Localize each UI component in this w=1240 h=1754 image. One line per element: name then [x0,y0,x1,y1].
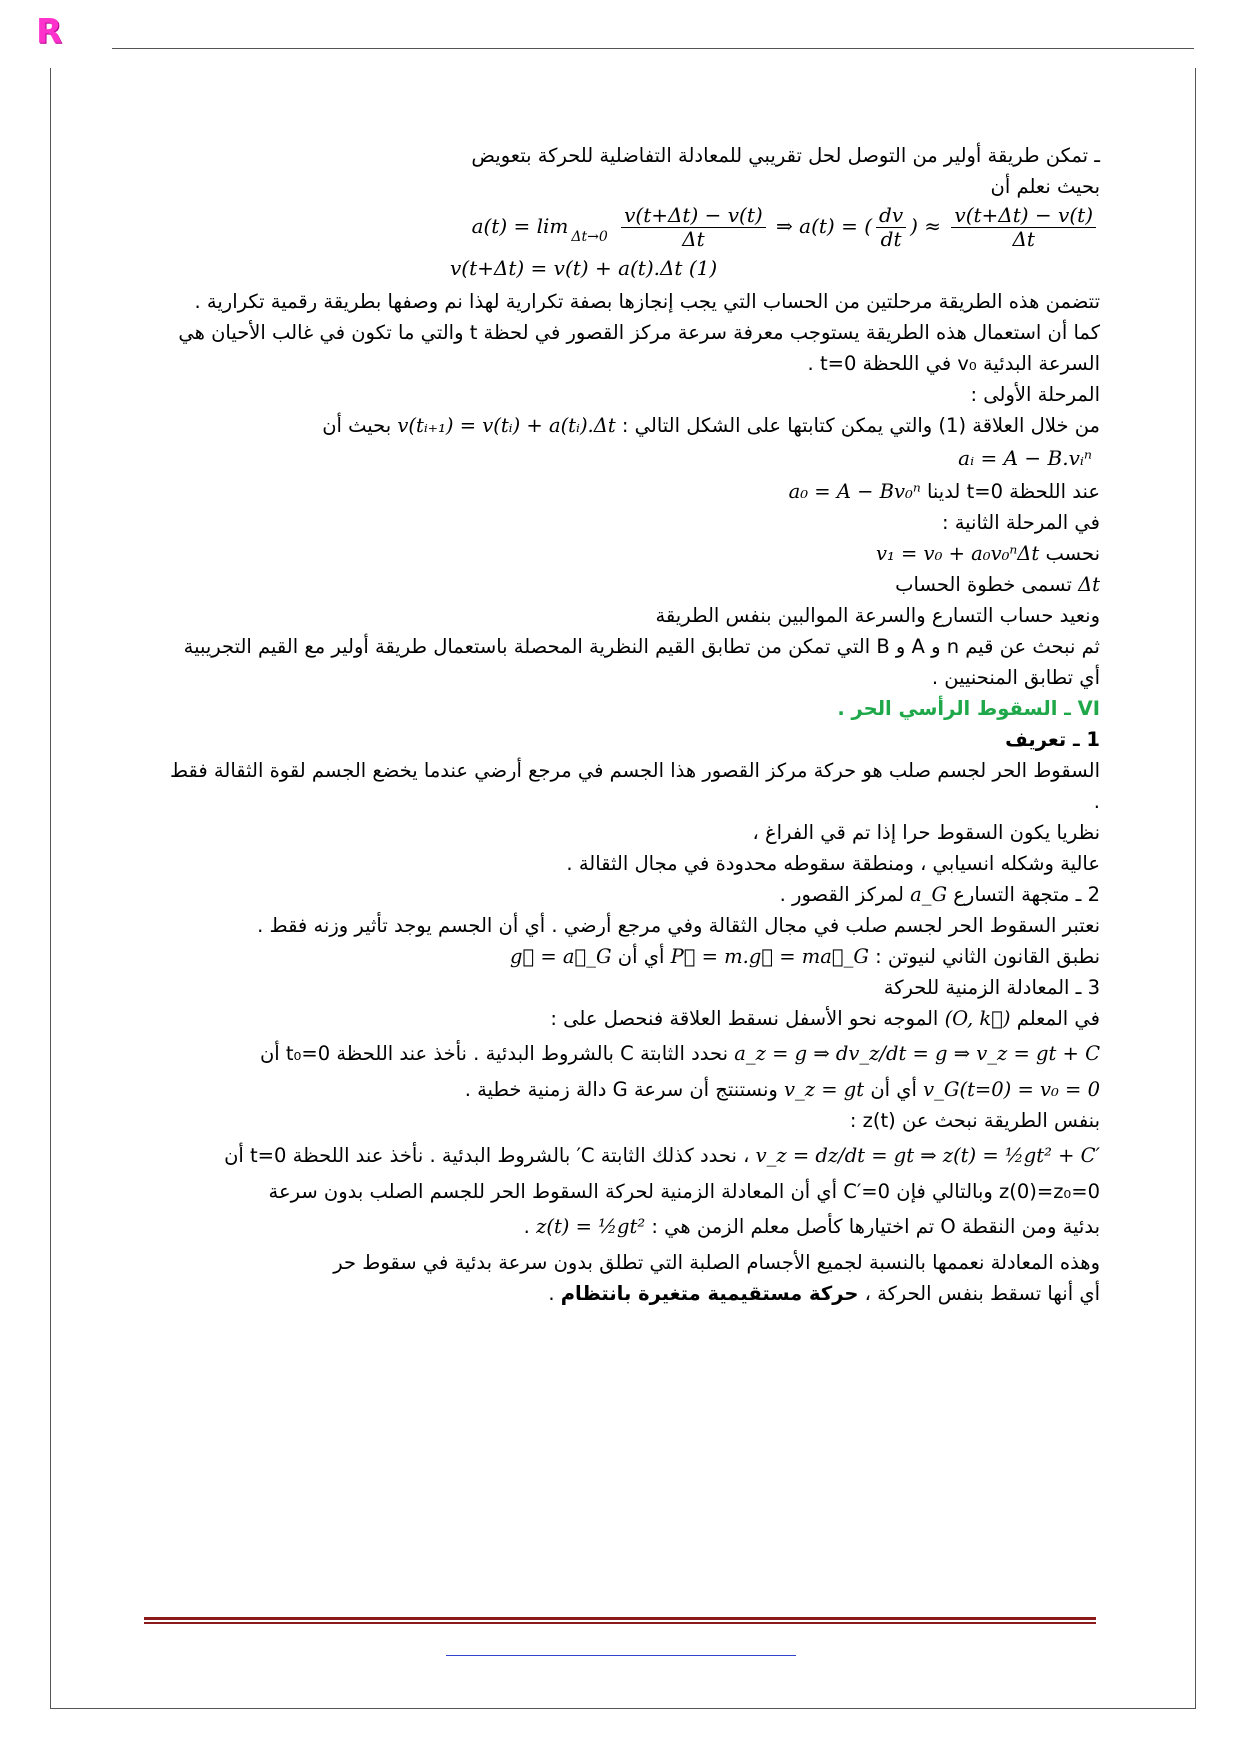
equation-2: v(t+Δt) = v(t) + a(t).Δt (1) [450,256,718,280]
equation: g⃗ = a⃗_G [510,945,612,968]
equation: v_z = dz/dt = gt ⇒ z(t) = ½gt² + C′ [755,1144,1100,1167]
paragraph: بنفس الطريقة نبحث عن z(t) : [849,1109,1100,1132]
subsection-heading: 1 ـ تعريف [1005,728,1100,751]
equation-1: a(t) = lim Δt→0 $\frac{v(t+\Delta t) - v(t)}{\Delta t}$ ⇒ a(t) = ( $\frac{dv}{dt}$ ) ≈ $\frac{v(t+\Delta t) - v(t)}{\Delta t}$ [170,204,1100,251]
equation: z(t) = ½gt² [536,1215,646,1238]
text: نحسب [1045,542,1100,565]
paragraph [170,1074,1100,1105]
paragraph [170,879,1100,910]
paragraph: السقوط الحر لجسم صلب هو حركة مركز القصور هذا الجسم في مرجع أرضي عندما يخضع الجسم لقوة الثقالة فقط . [170,759,1100,813]
text: نحدد الثابتة C بالشروط البدئية . نأخذ عند اللحظة t₀=0 أن [259,1042,729,1065]
equation: v_G(t=0) = v₀ = 0 [923,1078,1100,1101]
text: 2 ـ متجهة التسارع [953,883,1100,906]
equation: Δt [1078,573,1100,596]
text: ، نحدد كذلك الثابتة C′ بالشروط البدئية . نأخذ عند اللحظة t=0 أن [224,1144,750,1167]
paragraph: ثم نبحث عن قيم n و A و B التي تمكن من تطابق القيم النظرية المحصلة باستعمال طريقة أولير مع القيم التجريبية أي تطابق المنحنيين . [183,635,1100,689]
header-rule [112,48,1194,49]
equation: a_G [910,883,948,906]
paragraph: z(0)=z₀=0 وبالتالي فإن C′=0 أي أن المعادلة الزمنية لحركة السقوط الحر للجسم الصلب بدون سرعة [268,1180,1100,1203]
text: أي أن [870,1078,917,1101]
equation: v₁ = v₀ + a₀v₀ⁿΔt [875,542,1040,565]
emphasis: حركة مستقيمية متغيرة بانتظام [560,1282,859,1305]
paragraph [170,410,1100,441]
text: بدئية ومن النقطة O تم اختيارها كأصل معلم الزمن هي : [651,1215,1100,1238]
section-heading: VI ـ السقوط الرأسي الحر . [837,697,1100,720]
equation: (O, k⃗) [944,1007,1011,1030]
paragraph [170,538,1100,569]
text: أي أنها تسقط بنفس الحركة ، [864,1282,1100,1305]
equation: v(tᵢ₊₁) = v(tᵢ) + a(tᵢ).Δt [397,414,616,437]
text: نطبق القانون الثاني لنيوتن : [875,945,1100,968]
paragraph: ونعيد حساب التسارع والسرعة الموالبين بنفس الطريقة [655,604,1100,627]
equation: P⃗ = m.g⃗ = ma⃗_G [670,945,869,968]
paragraph [170,941,1100,972]
equation: v_z = gt [784,1078,865,1101]
paragraph: بحيث نعلم أن [990,175,1100,198]
equation: a₀ = A − Bv₀ⁿ [788,480,921,503]
paragraph [170,476,1100,507]
paragraph [170,1034,1100,1074]
paragraph: في المرحلة الثانية : [941,511,1100,534]
text: في المعلم [1016,1007,1100,1030]
paragraph [170,569,1100,600]
equation: a_z = g ⇒ dv_z/dt = g ⇒ v_z = gt + C [734,1042,1100,1065]
text: تسمى خطوة الحساب [895,573,1072,596]
paragraph: ـ تمكن طريقة أولير من التوصل لحل تقريبي للمعادلة التفاضلية للحركة بتعويض [471,144,1100,167]
paragraph: وهذه المعادلة نعممها بالنسبة لجميع الأجسام الصلبة التي تطلق بدون سرعة بدئية في سقوط حر [333,1251,1100,1274]
paragraph: نعتبر السقوط الحر لجسم صلب في مجال الثقالة وفي مرجع أرضي . أي أن الجسم يوجد تأثير وزنه فقط . [257,914,1100,937]
text: لمركز القصور . [779,883,904,906]
text: بحيث أن [322,414,392,437]
text: أي أن [617,945,665,968]
paragraph [170,1278,1100,1309]
footer-rule [144,1617,1096,1620]
paragraph: نظريا يكون السقوط حرا إذا تم قي الفراغ ، [752,821,1100,844]
text: . [548,1282,555,1305]
paragraph [170,1136,1100,1176]
paragraph: المرحلة الأولى : [970,383,1100,406]
paragraph: 3 ـ المعادلة الزمنية للحركة [883,976,1100,999]
equation-3: aᵢ = A − B.vᵢⁿ [958,446,1092,470]
text: من خلال العلاقة (1) والتي يمكن كتابتها على الشكل التالي : [621,414,1100,437]
footer-rule [144,1622,1096,1624]
paragraph [170,1003,1100,1034]
paragraph: عالية وشكله انسيابي ، ومنطقة سقوطه محدودة في مجال الثقالة . [566,852,1100,875]
text: الموجه نحو الأسفل نسقط العلاقة فنحصل على : [550,1007,939,1030]
footer-link-underline[interactable] [446,1655,796,1656]
paragraph [170,1207,1100,1247]
logo: R [36,12,63,52]
text: . [523,1215,530,1238]
document-body [170,140,1100,1309]
text: ونستنتج أن سرعة G دالة زمنية خطية . [464,1078,778,1101]
text: عند اللحظة t=0 لدينا [926,480,1100,503]
paragraph: تتضمن هذه الطريقة مرحلتين من الحساب التي يجب إنجازها بصفة تكرارية لهذا نم وصفها بطريقة رقمية تكرارية . كما أن استعمال هذه الطريقة يستوجب معرفة سرعة مركز القصور في لحظة t والتي ما تكون في غالب الأحيان هي السرعة البدئية v₀ في اللحظة t=0 . [178,290,1100,375]
